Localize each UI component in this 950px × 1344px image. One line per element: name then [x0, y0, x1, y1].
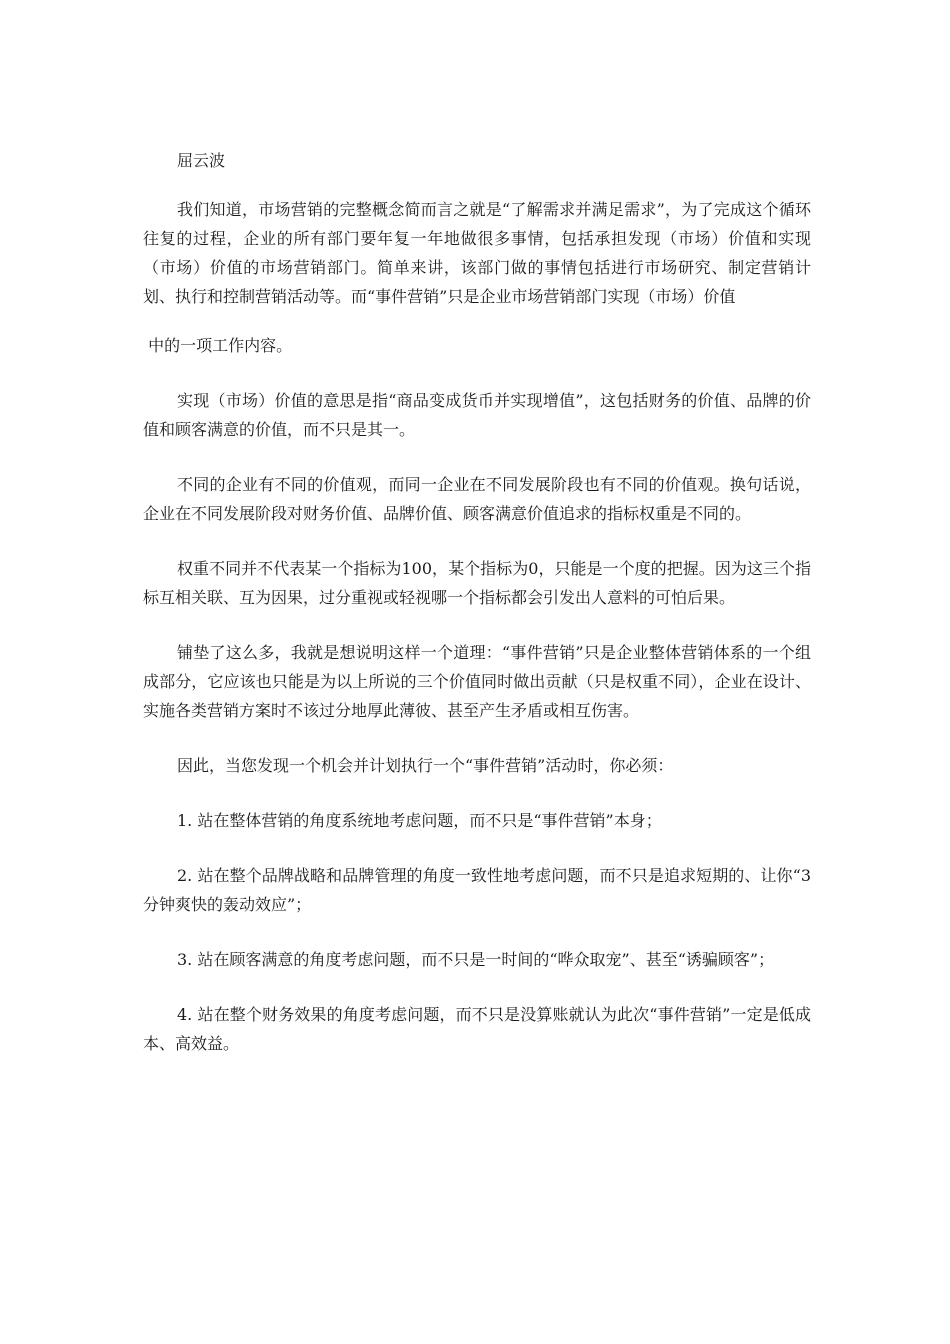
paragraph-values-differ: 不同的企业有不同的价值观，而同一企业在不同发展阶段也有不同的价值观。换句话说，企业在不同发展阶段对财务价值、品牌价值、顾客满意价值追求的指标权重是不同的。: [143, 475, 811, 523]
document-body: [143, 146, 811, 1058]
list-item: 3. 站在顾客满意的角度考虑问题，而不只是一时间的“哗众取宠”、甚至“诱骗顾客”；: [177, 950, 775, 969]
paragraph-therefore: 因此，当您发现一个机会并计划执行一个“事件营销”活动时，你必须：: [177, 756, 674, 775]
paragraph-intro: 我们知道，市场营销的完整概念简而言之就是“了解需求并满足需求”，为了完成这个循环往复的过程，企业的所有部门要年复一年地做很多事情，包括承担发现（市场）价值和实现（市场）价值的市场营销部门。简单来讲，该部门做的事情包括进行市场研究、制定营销计划、执行和控制营销活动等。而“事件营销”只是企业市场营销部门实现（市场）价值: [143, 200, 811, 306]
paragraph-intro-continued: 中的一项工作内容。: [143, 336, 293, 355]
list-item: 1. 站在整体营销的角度系统地考虑问题，而不只是“事件营销”本身；: [177, 811, 662, 830]
paragraph-value-meaning: 实现（市场）价值的意思是指“商品变成货币并实现增值”，这包括财务的价值、品牌的价值和顾客满意的价值，而不只是其一。: [143, 391, 811, 439]
author-name: 屈云波: [177, 151, 226, 170]
list-item: 4. 站在整个财务效果的角度考虑问题，而不只是没算账就认为此次“事件营销”一定是低成本、高效益。: [143, 1005, 811, 1053]
paragraph-event-marketing-role: 铺垫了这么多，我就是想说明这样一个道理：“事件营销”只是企业整体营销体系的一个组成部分，它应该也只能是为以上所说的三个价值同时做出贡献（只是权重不同），企业在设计、实施各类营销方案时不该过分地厚此薄彼、甚至产生矛盾或相互伤害。: [143, 643, 811, 720]
list-item: 2. 站在整个品牌战略和品牌管理的角度一致性地考虑问题，而不只是追求短期的、让你“3分钟爽快的轰动效应”；: [143, 866, 811, 914]
paragraph-weights: 权重不同并不代表某一个指标为100，某个指标为0，只能是一个度的把握。因为这三个指标互相关联、互为因果，过分重视或轻视哪一个指标都会引发出人意料的可怕后果。: [143, 559, 811, 607]
